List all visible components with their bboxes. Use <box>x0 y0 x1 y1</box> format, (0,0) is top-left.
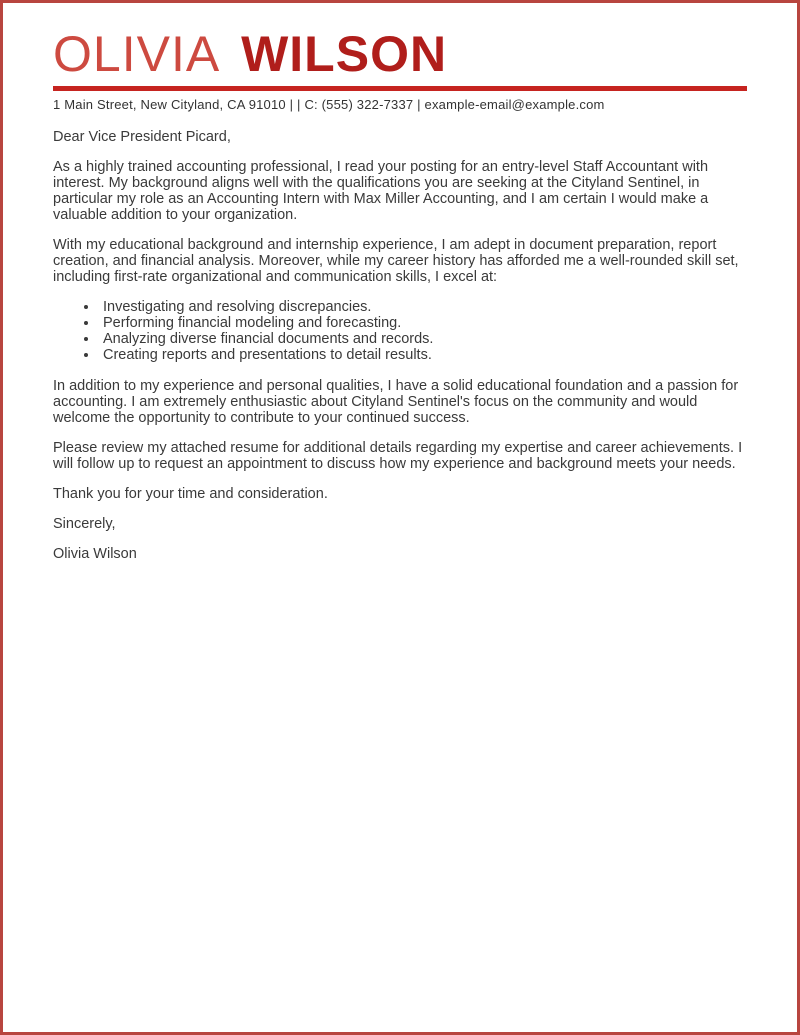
signature-name: Olivia Wilson <box>53 546 137 562</box>
paragraph-education: In addition to my experience and personal qualities, I have a solid educational foundation and a passion for accounting. I am extremely enthusiastic about Cityland Sentinel's focus on the community and would welcome the opportunity to contribute to your continued success. <box>53 378 739 426</box>
paragraph-thanks: Thank you for your time and consideration. <box>53 486 328 502</box>
letter-header <box>53 26 747 112</box>
last-name: WILSON <box>241 26 448 82</box>
salutation: Dear Vice President Picard, <box>53 129 231 145</box>
letter-body <box>53 129 747 562</box>
list-item: • Investigating and resolving discrepancies. <box>99 299 747 315</box>
header-divider <box>53 86 747 91</box>
paragraph-skills-lead: With my educational background and internship experience, I am adept in document preparation, report creation, and financial analysis. Moreover, while my career history has afforded me a well-rounded skill set, including first-rate organizational and communication skills, I excel at: <box>53 237 739 285</box>
skills-list <box>53 299 747 363</box>
contact-line: 1 Main Street, New Cityland, CA 91010 | | C: (555) 322-7337 | example-email@example.com <box>53 97 605 112</box>
list-item: • Analyzing diverse financial documents and records. <box>99 331 747 347</box>
person-name <box>53 26 747 82</box>
signoff: Sincerely, <box>53 516 116 532</box>
paragraph-resume: Please review my attached resume for additional details regarding my expertise and career achievements. I will follow up to request an appointment to discuss how my experience and background meets your needs. <box>53 440 743 472</box>
list-item: • Performing financial modeling and forecasting. <box>99 315 747 331</box>
first-name: OLIVIA <box>53 26 221 82</box>
paragraph-intro: As a highly trained accounting professional, I read your posting for an entry-level Staff Accountant with interest. My background aligns well with the qualifications you are seeking at the Cityland Sentinel, in particular my role as an Accounting Intern with Max Miller Accounting, and I am certain I would make a valuable addition to your organization. <box>53 159 709 223</box>
list-item: • Creating reports and presentations to detail results. <box>99 347 747 363</box>
